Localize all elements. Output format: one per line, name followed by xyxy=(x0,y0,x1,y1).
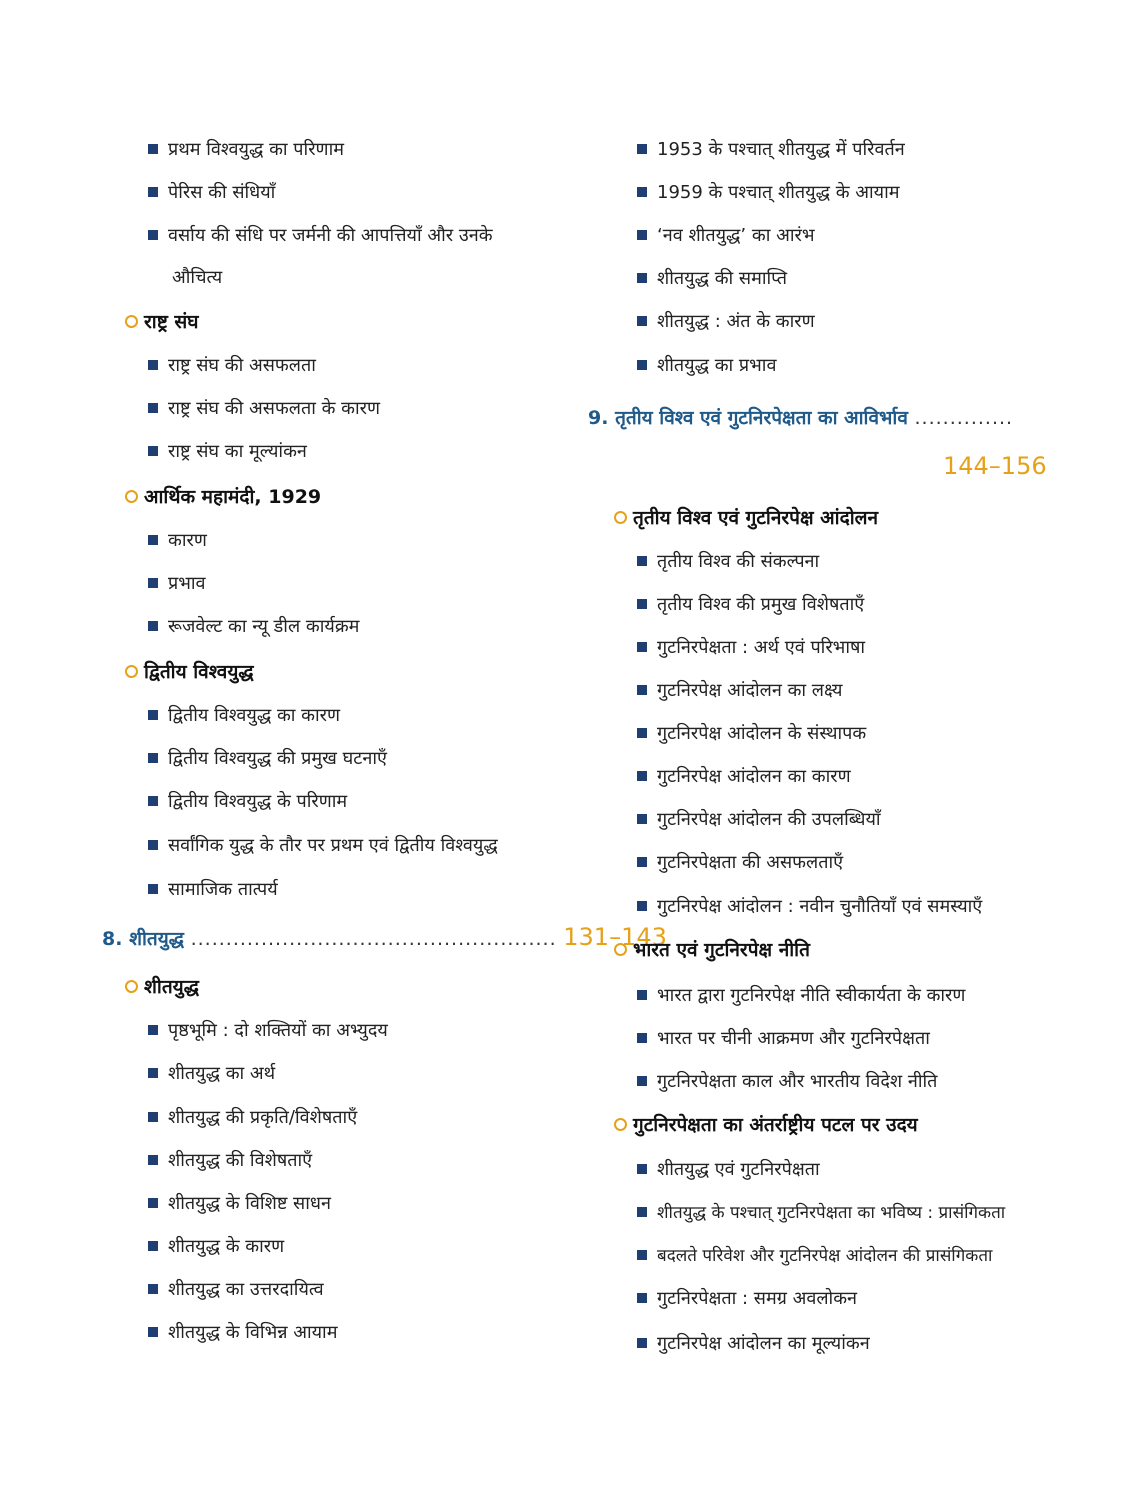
chapter-number: 9. xyxy=(588,407,609,429)
toc-item: गुटनिरपेक्षता काल और भारतीय विदेश नीति xyxy=(637,1070,937,1094)
toc-item: शीतयुद्ध का अर्थ xyxy=(148,1062,275,1086)
toc-item: कारण xyxy=(148,529,207,553)
toc-item: गुटनिरपेक्ष आंदोलन का कारण xyxy=(637,765,851,789)
toc-item: पेरिस की संधियाँ xyxy=(148,181,275,205)
toc-item: बदलते परिवेश और गुटनिरपेक्ष आंदोलन की प्रासंगिकता xyxy=(637,1244,992,1268)
square-bullet-icon xyxy=(148,1155,158,1165)
toc-item: शीतयुद्ध की विशेषताएँ xyxy=(148,1149,312,1173)
square-bullet-icon xyxy=(637,230,647,240)
square-bullet-icon xyxy=(148,230,158,240)
toc-item: गुटनिरपेक्ष आंदोलन की उपलब्धियाँ xyxy=(637,808,881,832)
toc-item: शीतयुद्ध की प्रकृति/विशेषताएँ xyxy=(148,1106,357,1130)
square-bullet-icon xyxy=(148,1327,158,1337)
square-bullet-icon xyxy=(148,796,158,806)
chapter-pages: 144–156 xyxy=(943,452,1047,480)
leader-dots: .................................................... xyxy=(190,928,557,950)
square-bullet-icon xyxy=(148,446,158,456)
toc-item: प्रभाव xyxy=(148,572,206,596)
toc-item: शीतयुद्ध का प्रभाव xyxy=(637,354,776,378)
square-bullet-icon xyxy=(148,1198,158,1208)
square-bullet-icon xyxy=(637,1207,647,1217)
toc-item: गुटनिरपेक्ष आंदोलन का मूल्यांकन xyxy=(637,1332,870,1356)
square-bullet-icon xyxy=(637,1033,647,1043)
toc-item: ‘नव शीतयुद्ध’ का आरंभ xyxy=(637,224,815,248)
toc-item: वर्साय की संधि पर जर्मनी की आपत्तियाँ और उनके xyxy=(148,224,493,248)
square-bullet-icon xyxy=(148,1025,158,1035)
toc-subheading: द्वितीय विश्वयुद्ध xyxy=(125,659,254,685)
square-bullet-icon xyxy=(637,316,647,326)
square-bullet-icon xyxy=(637,642,647,652)
square-bullet-icon xyxy=(637,360,647,370)
toc-item: द्वितीय विश्वयुद्ध का कारण xyxy=(148,704,340,728)
toc-item: शीतयुद्ध एवं गुटनिरपेक्षता xyxy=(637,1158,820,1182)
square-bullet-icon xyxy=(148,621,158,631)
square-bullet-icon xyxy=(637,1293,647,1303)
toc-item: द्वितीय विश्वयुद्ध के परिणाम xyxy=(148,790,347,814)
toc-item: तृतीय विश्व की प्रमुख विशेषताएँ xyxy=(637,593,864,617)
square-bullet-icon xyxy=(637,728,647,738)
square-bullet-icon xyxy=(637,187,647,197)
toc-item: शीतयुद्ध के पश्चात् गुटनिरपेक्षता का भविष्य : प्रासंगिकता xyxy=(637,1201,1005,1225)
toc-item: भारत पर चीनी आक्रमण और गुटनिरपेक्षता xyxy=(637,1027,930,1051)
square-bullet-icon xyxy=(148,1241,158,1251)
toc-item: सर्वांगिक युद्ध के तौर पर प्रथम एवं द्वितीय विश्वयुद्ध xyxy=(148,834,498,858)
square-bullet-icon xyxy=(637,1164,647,1174)
toc-subheading: राष्ट्र संघ xyxy=(125,309,198,335)
toc-subheading: भारत एवं गुटनिरपेक्ष नीति xyxy=(614,937,810,963)
square-bullet-icon xyxy=(148,1112,158,1122)
ring-bullet-icon xyxy=(614,943,627,956)
toc-item: गुटनिरपेक्ष आंदोलन का लक्ष्य xyxy=(637,679,842,703)
square-bullet-icon xyxy=(637,857,647,867)
square-bullet-icon xyxy=(637,901,647,911)
square-bullet-icon xyxy=(637,556,647,566)
square-bullet-icon xyxy=(148,360,158,370)
toc-item-wrap: औचित्य xyxy=(172,267,223,288)
ring-bullet-icon xyxy=(614,1118,627,1131)
square-bullet-icon xyxy=(148,884,158,894)
square-bullet-icon xyxy=(637,1338,647,1348)
toc-item: राष्ट्र संघ का मूल्यांकन xyxy=(148,440,307,464)
toc-subheading: तृतीय विश्व एवं गुटनिरपेक्ष आंदोलन xyxy=(614,505,878,531)
square-bullet-icon xyxy=(148,1284,158,1294)
toc-item: शीतयुद्ध : अंत के कारण xyxy=(637,310,815,334)
chapter-8-entry[interactable] xyxy=(102,924,667,952)
square-bullet-icon xyxy=(148,403,158,413)
toc-item: गुटनिरपेक्षता : समग्र अवलोकन xyxy=(637,1287,857,1311)
ring-bullet-icon xyxy=(125,980,138,993)
ring-bullet-icon xyxy=(614,511,627,524)
square-bullet-icon xyxy=(637,1250,647,1260)
toc-item: राष्ट्र संघ की असफलता के कारण xyxy=(148,397,380,421)
chapter-pages: 131–143 xyxy=(563,923,667,951)
toc-item: शीतयुद्ध की समाप्ति xyxy=(637,267,787,291)
toc-item: भारत द्वारा गुटनिरपेक्ष नीति स्वीकार्यता के कारण xyxy=(637,984,965,1008)
square-bullet-icon xyxy=(637,144,647,154)
leader-dots: .............. xyxy=(914,407,1014,429)
square-bullet-icon xyxy=(148,535,158,545)
square-bullet-icon xyxy=(148,144,158,154)
toc-item: गुटनिरपेक्ष आंदोलन के संस्थापक xyxy=(637,722,866,746)
toc-item: शीतयुद्ध का उत्तरदायित्व xyxy=(148,1278,324,1302)
chapter-title: तृतीय विश्व एवं गुटनिरपेक्षता का आविर्भाव xyxy=(615,407,908,429)
toc-item: गुटनिरपेक्षता की असफलताएँ xyxy=(637,851,843,875)
toc-subheading: शीतयुद्ध xyxy=(125,974,199,1000)
square-bullet-icon xyxy=(637,273,647,283)
square-bullet-icon xyxy=(148,753,158,763)
square-bullet-icon xyxy=(637,1076,647,1086)
ring-bullet-icon xyxy=(125,665,138,678)
square-bullet-icon xyxy=(148,840,158,850)
toc-item: तृतीय विश्व की संकल्पना xyxy=(637,550,819,574)
toc-item: 1959 के पश्चात् शीतयुद्ध के आयाम xyxy=(637,181,900,205)
square-bullet-icon xyxy=(148,187,158,197)
toc-item: राष्ट्र संघ की असफलता xyxy=(148,354,316,378)
chapter-title: शीतयुद्ध xyxy=(129,928,184,950)
toc-item: सामाजिक तात्पर्य xyxy=(148,878,278,902)
toc-subheading: आर्थिक महामंदी, 1929 xyxy=(125,484,321,510)
toc-item: प्रथम विश्वयुद्ध का परिणाम xyxy=(148,138,344,162)
toc-item: द्वितीय विश्वयुद्ध की प्रमुख घटनाएँ xyxy=(148,747,387,771)
toc-item: शीतयुद्ध के विभिन्न आयाम xyxy=(148,1321,337,1345)
chapter-9-entry[interactable] xyxy=(588,405,1013,431)
toc-item: पृष्ठभूमि : दो शक्तियों का अभ्युदय xyxy=(148,1019,388,1043)
chapter-number: 8. xyxy=(102,928,123,950)
square-bullet-icon xyxy=(637,771,647,781)
toc-subheading: गुटनिरपेक्षता का अंतर्राष्ट्रीय पटल पर उदय xyxy=(614,1112,918,1138)
toc-item: गुटनिरपेक्षता : अर्थ एवं परिभाषा xyxy=(637,636,865,660)
ring-bullet-icon xyxy=(125,315,138,328)
toc-item: रूजवेल्ट का न्यू डील कार्यक्रम xyxy=(148,615,359,639)
square-bullet-icon xyxy=(148,1068,158,1078)
square-bullet-icon xyxy=(637,990,647,1000)
square-bullet-icon xyxy=(637,814,647,824)
ring-bullet-icon xyxy=(125,490,138,503)
square-bullet-icon xyxy=(637,685,647,695)
square-bullet-icon xyxy=(637,599,647,609)
square-bullet-icon xyxy=(148,578,158,588)
square-bullet-icon xyxy=(148,710,158,720)
toc-item: शीतयुद्ध के कारण xyxy=(148,1235,284,1259)
toc-item: शीतयुद्ध के विशिष्ट साधन xyxy=(148,1192,331,1216)
toc-item: गुटनिरपेक्ष आंदोलन : नवीन चुनौतियाँ एवं समस्याएँ xyxy=(637,895,982,919)
toc-item: 1953 के पश्चात् शीतयुद्ध में परिवर्तन xyxy=(637,138,905,162)
